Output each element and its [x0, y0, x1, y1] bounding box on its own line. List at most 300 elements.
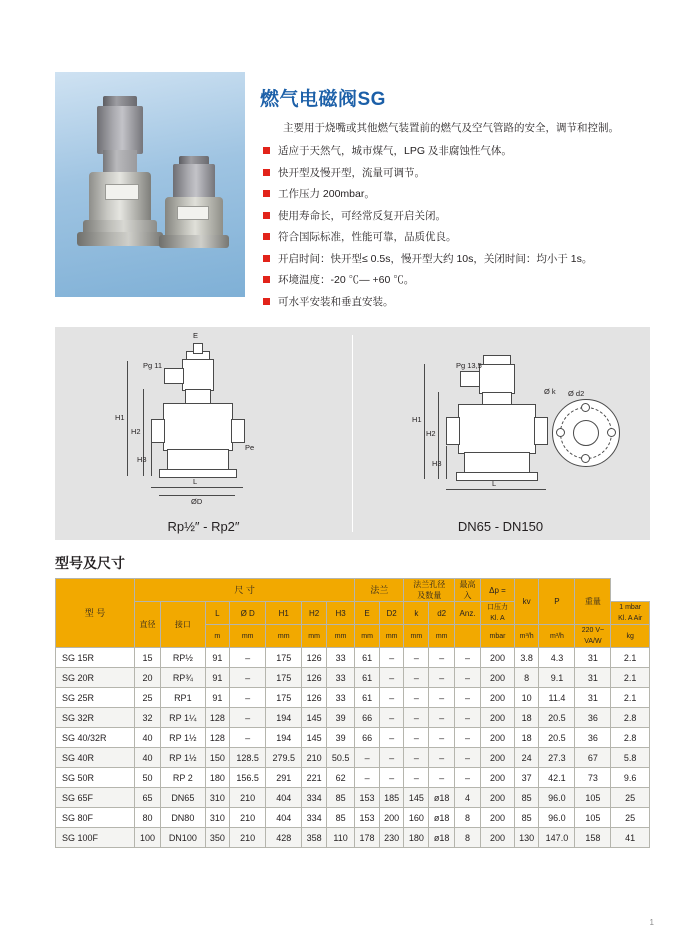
- cell-H2: 145: [302, 728, 327, 748]
- cell-connection: RP¾: [161, 668, 205, 688]
- cell-OD: 210: [230, 808, 266, 828]
- dim-label-pe: Pe: [245, 443, 255, 452]
- product-intro: 主要用于烧嘴或其他燃气装置前的燃气及空气管路的安全，调节和控制。: [283, 122, 619, 134]
- cell-p: 105: [575, 788, 611, 808]
- feature-text: 使用寿命长，可经常反复开启关闭。: [278, 209, 446, 222]
- cell-diameter: 100: [135, 828, 161, 848]
- cell-kv: 11.4: [539, 688, 575, 708]
- dim-line-l: [151, 487, 243, 488]
- cell-inlet: 200: [481, 828, 515, 848]
- cell-OD: 128.5: [230, 748, 266, 768]
- dwg-pg11-connector: [164, 368, 184, 384]
- square-bullet-icon: [263, 276, 270, 283]
- dim-line-od: [159, 495, 235, 496]
- square-bullet-icon: [263, 212, 270, 219]
- cell-inlet: 200: [481, 768, 515, 788]
- th-inlet-unit: mbar: [481, 625, 515, 648]
- th-OD-unit: mm: [230, 625, 266, 648]
- table-row: [56, 648, 650, 668]
- cell-diameter: 65: [135, 788, 161, 808]
- th-air-unit: m³/h: [514, 625, 539, 648]
- square-bullet-icon: [263, 233, 270, 240]
- cell-E: 153: [355, 808, 380, 828]
- table-row: [56, 668, 650, 688]
- dwg-inlet-flange-f: [446, 417, 460, 445]
- square-bullet-icon: [263, 255, 270, 262]
- cell-OD: –: [230, 708, 266, 728]
- th-p-group: P: [539, 579, 575, 625]
- cell-L: 91: [205, 688, 230, 708]
- cell-kv: 96.0: [539, 808, 575, 828]
- cell-D2: 185: [379, 788, 404, 808]
- th-flange-group: 法兰: [355, 579, 404, 602]
- cell-D2: –: [379, 748, 404, 768]
- th-H3: H3: [326, 602, 354, 625]
- cell-air: 18: [514, 728, 539, 748]
- product-photo: [55, 72, 245, 297]
- cell-H1: 428: [266, 828, 302, 848]
- cell-L: 128: [205, 708, 230, 728]
- feature-text: 工作压力 200mbar。: [278, 188, 375, 200]
- feature-list: [263, 144, 700, 316]
- th-anz-unit: [455, 625, 481, 648]
- cell-L: 150: [205, 748, 230, 768]
- drawing-caption-right: DN65 - DN150: [457, 519, 544, 534]
- cell-kv: 147.0: [539, 828, 575, 848]
- dwg-bolt-hole: [556, 428, 565, 437]
- table-row: [56, 788, 650, 808]
- list-item: [263, 209, 700, 223]
- cell-d2: –: [429, 648, 455, 668]
- cell-air: 10: [514, 688, 539, 708]
- cell-model: SG 100F: [56, 828, 135, 848]
- list-item: [263, 187, 700, 201]
- cell-p: 31: [575, 648, 611, 668]
- dwg-bolt-hole: [607, 428, 616, 437]
- square-bullet-icon: [263, 169, 270, 176]
- cell-diameter: 25: [135, 688, 161, 708]
- cell-L: 128: [205, 728, 230, 748]
- cell-OD: –: [230, 668, 266, 688]
- th-flange-holes-group: 法兰孔径 及数量: [404, 579, 455, 602]
- cell-D2: –: [379, 648, 404, 668]
- cell-diameter: 50: [135, 768, 161, 788]
- cell-connection: DN100: [161, 828, 205, 848]
- list-item: [263, 295, 700, 309]
- cell-d2: –: [429, 768, 455, 788]
- cell-D2: 200: [379, 808, 404, 828]
- cell-anz: –: [455, 668, 481, 688]
- cell-H2: 210: [302, 748, 327, 768]
- cell-D2: –: [379, 668, 404, 688]
- cell-E: 66: [355, 708, 380, 728]
- cell-connection: RP1: [161, 688, 205, 708]
- cell-d2: ø18: [429, 808, 455, 828]
- cell-D2: –: [379, 728, 404, 748]
- cell-d2: –: [429, 748, 455, 768]
- cell-H1: 291: [266, 768, 302, 788]
- cell-k: –: [404, 648, 429, 668]
- cell-H1: 175: [266, 688, 302, 708]
- table-row: [56, 748, 650, 768]
- cell-inlet: 200: [481, 668, 515, 688]
- dwg-flange-bore: [573, 420, 599, 446]
- cell-anz: 8: [455, 828, 481, 848]
- cell-k: –: [404, 668, 429, 688]
- specifications-table: [55, 578, 650, 848]
- feature-text: 开启时间：快开型≤ 0.5s，慢开型大约 10s，关闭时间：均小于 1s。: [278, 252, 593, 265]
- th-dimensions-group: 尺 寸: [135, 579, 355, 602]
- feature-text: 快开型及慢开型，流量可调节。: [278, 166, 425, 179]
- cell-air: 37: [514, 768, 539, 788]
- cell-H2: 334: [302, 788, 327, 808]
- cell-air: 24: [514, 748, 539, 768]
- th-D2: D2: [379, 602, 404, 625]
- cell-d2: –: [429, 728, 455, 748]
- cell-weight: 2.1: [611, 668, 650, 688]
- th-weight-unit: kg: [611, 625, 650, 648]
- cell-connection: DN65: [161, 788, 205, 808]
- cell-H3: 33: [326, 668, 354, 688]
- cell-inlet: 200: [481, 688, 515, 708]
- cell-H2: 221: [302, 768, 327, 788]
- th-p-unit: 220 V~ VA/W: [575, 625, 611, 648]
- th-d2: d2: [429, 602, 455, 625]
- cell-k: –: [404, 748, 429, 768]
- cell-weight: 2.1: [611, 688, 650, 708]
- dim-label-h2: H2: [131, 427, 141, 436]
- cell-k: –: [404, 728, 429, 748]
- th-dp-group: Δp =: [481, 579, 515, 602]
- cell-OD: –: [230, 728, 266, 748]
- cell-OD: 210: [230, 828, 266, 848]
- cell-L: 350: [205, 828, 230, 848]
- cell-d2: –: [429, 708, 455, 728]
- cell-D2: –: [379, 688, 404, 708]
- dwg-base-plate: [159, 469, 237, 478]
- feature-text: 适应于天然气，城市煤气，LPG 及非腐蚀性气体。: [278, 145, 512, 157]
- cell-kv: 9.1: [539, 668, 575, 688]
- cell-connection: RP 1¼: [161, 708, 205, 728]
- cell-anz: 8: [455, 808, 481, 828]
- cell-inlet: 200: [481, 708, 515, 728]
- cell-kv: 42.1: [539, 768, 575, 788]
- cell-H3: 110: [326, 828, 354, 848]
- dim-label-pg11: Pg 11: [143, 361, 163, 370]
- table-header-row-groups: [56, 579, 650, 602]
- table-header: [56, 579, 650, 648]
- cell-H3: 33: [326, 688, 354, 708]
- cell-d2: –: [429, 668, 455, 688]
- th-connection: 接口: [161, 602, 205, 648]
- dwg-adjust-screw: [193, 343, 203, 354]
- cell-air: 85: [514, 788, 539, 808]
- cell-anz: –: [455, 728, 481, 748]
- cell-OD: 156.5: [230, 768, 266, 788]
- cell-H3: 85: [326, 788, 354, 808]
- cell-p: 105: [575, 808, 611, 828]
- cell-H2: 334: [302, 808, 327, 828]
- th-d2-unit: mm: [429, 625, 455, 648]
- th-H1: H1: [266, 602, 302, 625]
- cell-D2: 230: [379, 828, 404, 848]
- cell-model: SG 50R: [56, 768, 135, 788]
- cell-H1: 175: [266, 668, 302, 688]
- cell-anz: –: [455, 708, 481, 728]
- cell-anz: –: [455, 748, 481, 768]
- dim-line-h1: [127, 361, 128, 476]
- cell-H2: 126: [302, 648, 327, 668]
- cell-weight: 2.8: [611, 708, 650, 728]
- technical-drawings-panel: [55, 327, 650, 540]
- cell-connection: RP 2: [161, 768, 205, 788]
- cell-E: 66: [355, 728, 380, 748]
- valve-coil-left: [97, 106, 143, 154]
- cell-OD: –: [230, 648, 266, 668]
- cell-weight: 5.8: [611, 748, 650, 768]
- cell-air: 18: [514, 708, 539, 728]
- cell-OD: 210: [230, 788, 266, 808]
- cell-model: SG 40R: [56, 748, 135, 768]
- th-L-unit: m: [205, 625, 230, 648]
- valve-nameplate-right: [177, 206, 209, 220]
- cell-H1: 194: [266, 728, 302, 748]
- cell-p: 31: [575, 688, 611, 708]
- dim-label-l: L: [193, 477, 198, 486]
- dim-label-l-f: L: [492, 479, 497, 488]
- cell-p: 158: [575, 828, 611, 848]
- cell-weight: 2.1: [611, 648, 650, 668]
- cell-anz: –: [455, 768, 481, 788]
- cell-inlet: 200: [481, 788, 515, 808]
- cell-d2: –: [429, 688, 455, 708]
- drawing-flanged-valve: [352, 327, 650, 507]
- valve-nameplate-left: [105, 184, 139, 200]
- cell-weight: 25: [611, 808, 650, 828]
- cell-kv: 20.5: [539, 708, 575, 728]
- cell-d2: ø18: [429, 788, 455, 808]
- cell-H2: 126: [302, 688, 327, 708]
- cell-k: –: [404, 708, 429, 728]
- square-bullet-icon: [263, 298, 270, 305]
- cell-p: 36: [575, 728, 611, 748]
- cell-diameter: 32: [135, 708, 161, 728]
- cell-diameter: 40: [135, 748, 161, 768]
- dwg-solenoid-coil-f: [479, 364, 515, 394]
- table-row: [56, 728, 650, 748]
- cell-model: SG 20R: [56, 668, 135, 688]
- list-item: [263, 166, 700, 180]
- cell-air: 3.8: [514, 648, 539, 668]
- cell-weight: 9.6: [611, 768, 650, 788]
- cell-E: 61: [355, 668, 380, 688]
- cell-model: SG 15R: [56, 648, 135, 668]
- th-anz: Anz.: [455, 602, 481, 625]
- cell-H1: 194: [266, 708, 302, 728]
- dwg-pg135-connector: [460, 371, 480, 387]
- dim-line-h1-f: [424, 364, 425, 479]
- product-overview-section: [55, 72, 650, 312]
- cell-E: 178: [355, 828, 380, 848]
- dwg-bolt-hole: [581, 403, 590, 412]
- dim-label-h2-f: H2: [426, 429, 436, 438]
- th-diameter: 直径: [135, 602, 161, 648]
- table-row: [56, 708, 650, 728]
- dwg-lower-body: [167, 449, 229, 471]
- cell-k: 145: [404, 788, 429, 808]
- cell-connection: RP 1½: [161, 728, 205, 748]
- page-number: 1: [649, 918, 654, 927]
- table-heading: 型号及尺寸: [55, 555, 125, 571]
- dwg-outlet-port: [231, 419, 245, 443]
- cell-model: SG 25R: [56, 688, 135, 708]
- dwg-valve-body-f: [458, 404, 536, 454]
- cell-inlet: 200: [481, 648, 515, 668]
- cell-weight: 2.8: [611, 728, 650, 748]
- cell-inlet: 200: [481, 748, 515, 768]
- cell-E: 61: [355, 688, 380, 708]
- cell-E: 61: [355, 648, 380, 668]
- th-dp-air: 1 mbar Kl. A Air: [611, 602, 650, 625]
- drawing-threaded-valve: [55, 327, 352, 507]
- cell-kv: 20.5: [539, 728, 575, 748]
- cell-E: –: [355, 768, 380, 788]
- cell-kv: 27.3: [539, 748, 575, 768]
- table-row: [56, 688, 650, 708]
- dim-label-h1-f: H1: [412, 415, 422, 424]
- cell-anz: –: [455, 648, 481, 668]
- dim-line-l-f: [446, 489, 546, 490]
- list-item: [263, 252, 700, 266]
- valve-flange-left: [77, 232, 163, 246]
- th-H3-unit: mm: [326, 625, 354, 648]
- page-title: 燃气电磁阀SG: [260, 89, 386, 110]
- th-E: E: [355, 602, 380, 625]
- th-k-unit: mm: [404, 625, 429, 648]
- dim-label-h3: H3: [137, 455, 147, 464]
- cell-L: 91: [205, 648, 230, 668]
- cell-L: 310: [205, 788, 230, 808]
- th-E-unit: mm: [355, 625, 380, 648]
- cell-H3: 62: [326, 768, 354, 788]
- cell-p: 31: [575, 668, 611, 688]
- th-max-inlet-group: 最高 入: [455, 579, 481, 602]
- table-body: [56, 648, 650, 848]
- cell-H1: 404: [266, 808, 302, 828]
- drawing-caption-left: Rp½″ - Rp2″: [167, 519, 240, 534]
- feature-text: 可水平安装和垂直安装。: [278, 295, 394, 308]
- cell-L: 180: [205, 768, 230, 788]
- cell-anz: 4: [455, 788, 481, 808]
- th-kv-group: kv: [514, 579, 539, 625]
- dwg-base-plate-f: [456, 472, 538, 481]
- cell-diameter: 15: [135, 648, 161, 668]
- cell-diameter: 80: [135, 808, 161, 828]
- dim-label-h1: H1: [115, 413, 125, 422]
- table-row: [56, 768, 650, 788]
- cell-H3: 50.5: [326, 748, 354, 768]
- valve-flange-right: [159, 235, 229, 248]
- th-k: k: [404, 602, 429, 625]
- cell-H3: 33: [326, 648, 354, 668]
- square-bullet-icon: [263, 190, 270, 197]
- cell-diameter: 40: [135, 728, 161, 748]
- cell-inlet: 200: [481, 808, 515, 828]
- cell-kv: 4.3: [539, 648, 575, 668]
- list-item: [263, 230, 700, 244]
- cell-H2: 358: [302, 828, 327, 848]
- feature-text: 符合国际标准，性能可靠，品质优良。: [278, 231, 457, 243]
- cell-L: 310: [205, 808, 230, 828]
- cell-k: –: [404, 768, 429, 788]
- cell-H2: 145: [302, 708, 327, 728]
- cell-OD: –: [230, 688, 266, 708]
- cell-H1: 175: [266, 648, 302, 668]
- cell-connection: RP 1½: [161, 748, 205, 768]
- list-item: [263, 144, 700, 158]
- cell-model: SG 80F: [56, 808, 135, 828]
- cell-H3: 39: [326, 708, 354, 728]
- cell-D2: –: [379, 768, 404, 788]
- dim-label-k: Ø k: [544, 387, 556, 396]
- th-H1-unit: mm: [266, 625, 302, 648]
- cell-model: SG 32R: [56, 708, 135, 728]
- list-item: [263, 273, 700, 287]
- cell-air: 85: [514, 808, 539, 828]
- dwg-lower-body-f: [464, 452, 530, 474]
- cell-weight: 41: [611, 828, 650, 848]
- cell-inlet: 200: [481, 728, 515, 748]
- cell-D2: –: [379, 708, 404, 728]
- cell-H1: 279.5: [266, 748, 302, 768]
- dim-label-e: E: [193, 331, 199, 340]
- table-row: [56, 808, 650, 828]
- cell-L: 91: [205, 668, 230, 688]
- dim-line-h3-f: [446, 446, 447, 479]
- cell-H1: 404: [266, 788, 302, 808]
- th-L: L: [205, 602, 230, 625]
- dwg-outlet-flange-f: [534, 417, 548, 445]
- dim-line-h3: [151, 443, 152, 476]
- th-OD: Ø D: [230, 602, 266, 625]
- th-D2-unit: mm: [379, 625, 404, 648]
- dwg-valve-body: [163, 403, 233, 451]
- cell-weight: 25: [611, 788, 650, 808]
- square-bullet-icon: [263, 147, 270, 154]
- th-model: 型 号: [56, 579, 135, 648]
- cell-E: 153: [355, 788, 380, 808]
- th-kv-unit: m³/h: [539, 625, 575, 648]
- cell-H3: 85: [326, 808, 354, 828]
- cell-kv: 96.0: [539, 788, 575, 808]
- cell-connection: RP½: [161, 648, 205, 668]
- cell-k: –: [404, 688, 429, 708]
- dim-label-d2: Ø d2: [568, 389, 585, 398]
- cell-diameter: 20: [135, 668, 161, 688]
- cell-air: 8: [514, 668, 539, 688]
- valve-coil-right: [173, 164, 215, 200]
- dim-label-pg135: Pg 13,5: [456, 361, 482, 370]
- th-weight-group: 重量: [575, 579, 611, 625]
- cell-p: 36: [575, 708, 611, 728]
- feature-text: 环境温度：-20 ℃— +60 ℃。: [278, 274, 415, 286]
- cell-anz: –: [455, 688, 481, 708]
- cell-model: SG 40/32R: [56, 728, 135, 748]
- cell-d2: ø18: [429, 828, 455, 848]
- cell-E: –: [355, 748, 380, 768]
- cell-connection: DN80: [161, 808, 205, 828]
- cell-air: 130: [514, 828, 539, 848]
